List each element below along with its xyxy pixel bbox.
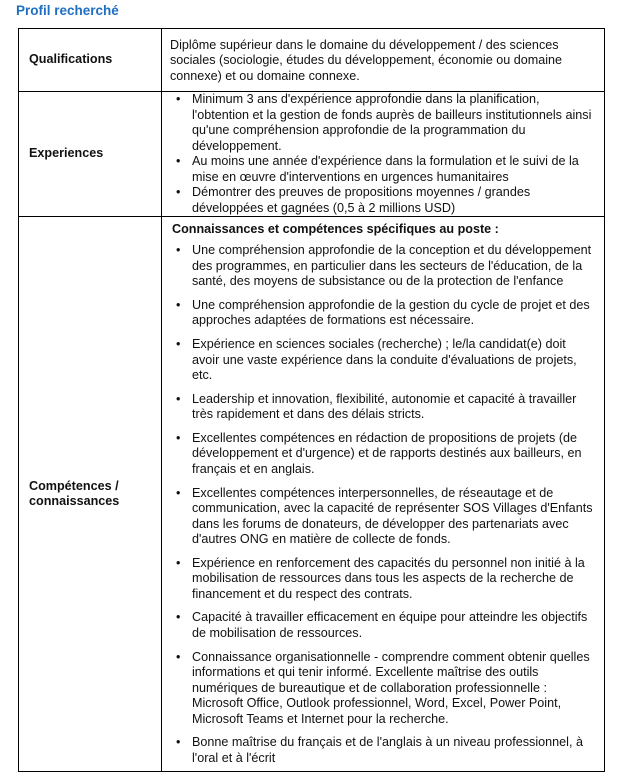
row-label-competences: Compétences / connaissances xyxy=(19,217,162,772)
profile-table xyxy=(18,28,605,772)
list-item: • Connaissance organisationnelle - comprendre comment obtenir quelles informations et qui tenir informé. Excellente maîtrise des outils numériques de bureautique et de collaboration professionnelle : Microsoft Office, Outlook professionnel, Word, Excel, Power Point, Microsoft Teams et Internet pour la recherche. xyxy=(184,650,596,728)
competences-subheading: Connaissances et compétences spécifiques au poste : xyxy=(172,221,499,236)
list-item: • Bonne maîtrise du français et de l'anglais à un niveau professionnel, à l'oral et à l'écrit xyxy=(184,735,596,766)
list-item: • Au moins une année d'expérience dans la formulation et le suivi de la mise en œuvre d'interventions en urgences humanitaires xyxy=(184,154,596,185)
list-item: • Une compréhension approfondie de la conception et du développement des programmes, en particulier dans les secteurs de l'éducation, de la santé, des moyens de subsistance ou de la protection de l'enfance xyxy=(184,243,596,290)
list-item: • Minimum 3 ans d'expérience approfondie dans la planification, l'obtention et la gestion de fonds auprès de bailleurs institutionnels ainsi qu'une compréhension approfondie de la programmation du développement. xyxy=(184,92,596,154)
competences-cell xyxy=(162,217,605,772)
list-item: • Excellentes compétences en rédaction de propositions de projets (de développement et d'urgence) et de rapports destinés aux bailleurs, en français et en anglais. xyxy=(184,431,596,478)
list-item: • Excellentes compétences interpersonnelles, de réseautage et de communication, avec la capacité de représenter SOS Villages d'Enfants dans les forums de donateurs, de développer des partenariats avec d'autres ONG en matière de collecte de fonds. xyxy=(184,486,596,548)
competences-list xyxy=(170,243,596,766)
section-title: Profil recherché xyxy=(16,3,119,18)
qualifications-text: Diplôme supérieur dans le domaine du développement / des sciences sociales (sociologie, études du développement, économie ou domaine connexe) et ou domaine connexe. xyxy=(162,29,605,92)
row-label-experiences: Experiences xyxy=(19,92,162,217)
list-item: • Démontrer des preuves de propositions moyennes / grandes développées et gagnées (0,5 à 2 millions USD) xyxy=(184,185,596,216)
table-row xyxy=(19,217,605,772)
experiences-list xyxy=(170,92,596,216)
list-item: • Une compréhension approfondie de la gestion du cycle de projet et des approches adaptées de formations est nécessaire. xyxy=(184,298,596,329)
table-row xyxy=(19,29,605,92)
list-item: • Expérience en sciences sociales (recherche) ; le/la candidat(e) doit avoir une vaste expérience dans la conduite d'évaluations de projets, etc. xyxy=(184,337,596,384)
experiences-cell xyxy=(162,92,605,217)
list-item: • Leadership et innovation, flexibilité, autonomie et capacité à travailler très rapidement et dans des délais stricts. xyxy=(184,392,596,423)
row-label-qualifications: Qualifications xyxy=(19,29,162,92)
list-item: • Capacité à travailler efficacement en équipe pour atteindre les objectifs de mobilisation de ressources. xyxy=(184,610,596,641)
list-item: • Expérience en renforcement des capacités du personnel non initié à la mobilisation de ressources dans tous les aspects de la recherche de financement et du respect des contrats. xyxy=(184,556,596,603)
table-row xyxy=(19,92,605,217)
